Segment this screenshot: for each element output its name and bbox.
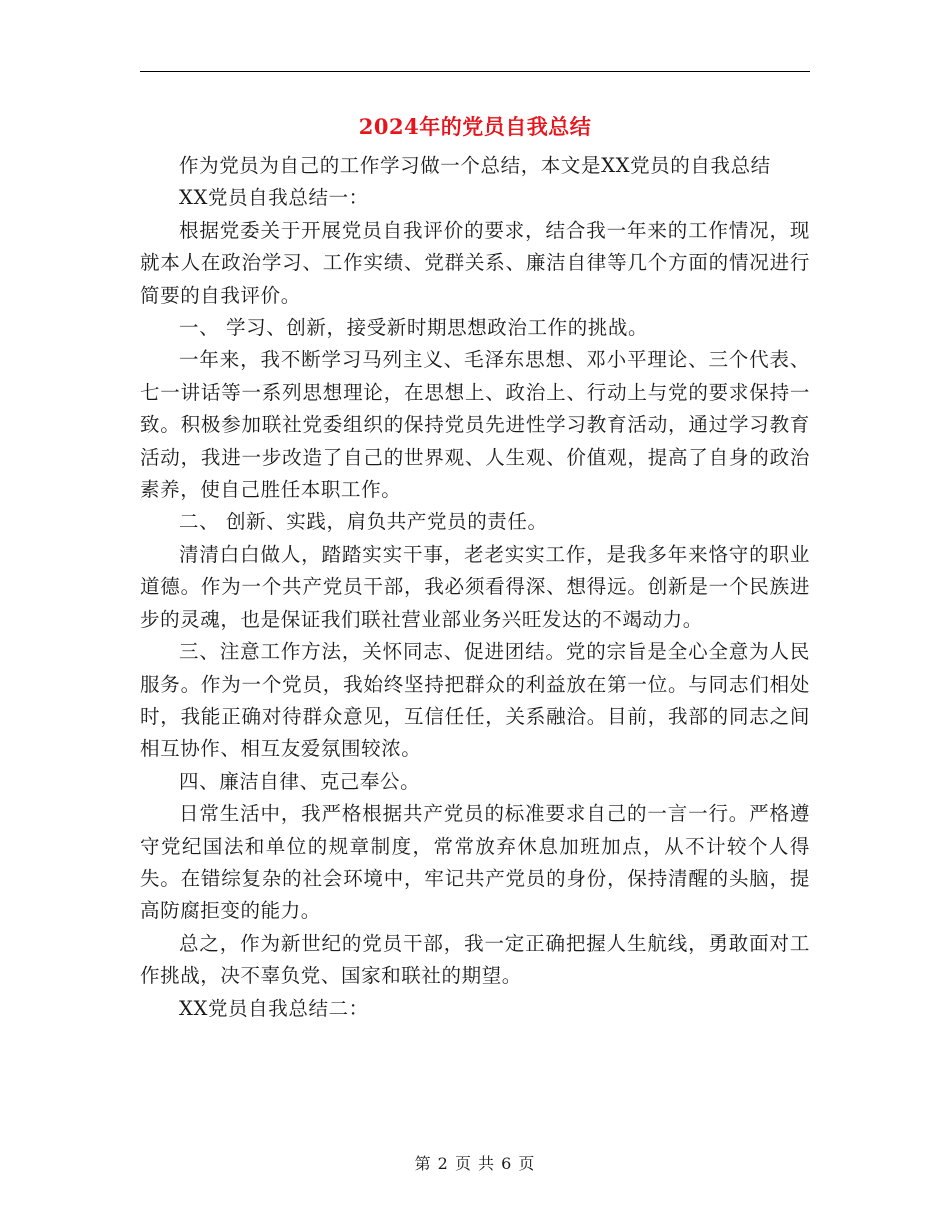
header-rule [140,71,810,72]
page-number: 第 2 页 共 6 页 [414,1154,536,1173]
section-heading-summary-two: XX党员自我总结二： [179,996,369,1020]
paragraph: 清清白白做人，踏踏实实干事，老老实实工作，是我多年来恪守的职业道德。作为一个共产党员干部，我必须看得深、想得远。创新是一个民族进步的灵魂，也是保证我们联社营业部业务兴旺发达的不竭动力。 [140,542,810,631]
paragraph: 总之，作为新世纪的党员干部，我一定正确把握人生航线，勇敢面对工作挑战，决不辜负党、国家和联社的期望。 [140,931,810,988]
paragraph: 三、注意工作方法，关怀同志、促进团结。党的宗旨是全心全意为人民服务。作为一个党员，我始终坚持把群众的利益放在第一位。与同志们相处时，我能正确对待群众意见，互信任任，关系融洽。目前，我部的同志之间相互协作、相互友爱氛围较浓。 [140,640,810,761]
paragraph: 日常生活中，我严格根据共产党员的标准要求自己的一言一行。严格遵守党纪国法和单位的规章制度，常常放弃休息加班加点，从不计较个人得失。在错综复杂的社会环境中，牢记共产党员的身份，保持清醒的头脑，提高防腐拒变的能力。 [140,802,810,923]
section-heading: 二、 创新、实践，肩负共产党员的责任。 [179,510,548,534]
document-title: 2024年的党员自我总结 [358,114,592,139]
paragraph: 根据党委关于开展党员自我评价的要求，结合我一年来的工作情况，现就本人在政治学习、工作实绩、党群关系、廉洁自律等几个方面的情况进行简要的自我评价。 [140,218,810,307]
paragraph-intro: 作为党员为自己的工作学习做一个总结，本文是XX党员的自我总结 [179,154,771,177]
document-body [140,150,810,1025]
section-heading: 四、廉洁自律、克己奉公。 [179,769,421,793]
paragraph: 一年来，我不断学习马列主义、毛泽东思想、邓小平理论、三个代表、七一讲话等一系列思想理论，在思想上、政治上、行动上与党的要求保持一致。积极参加联社党委组织的保持党员先进性学习教育活动，通过学习教育活动，我进一步改造了自己的世界观、人生观、价值观，提高了自身的政治素养，使自己胜任本职工作。 [140,348,810,502]
section-heading-summary-one: XX党员自我总结一： [179,186,369,210]
section-heading: 一、 学习、创新，接受新时期思想政治工作的挑战。 [179,316,649,340]
